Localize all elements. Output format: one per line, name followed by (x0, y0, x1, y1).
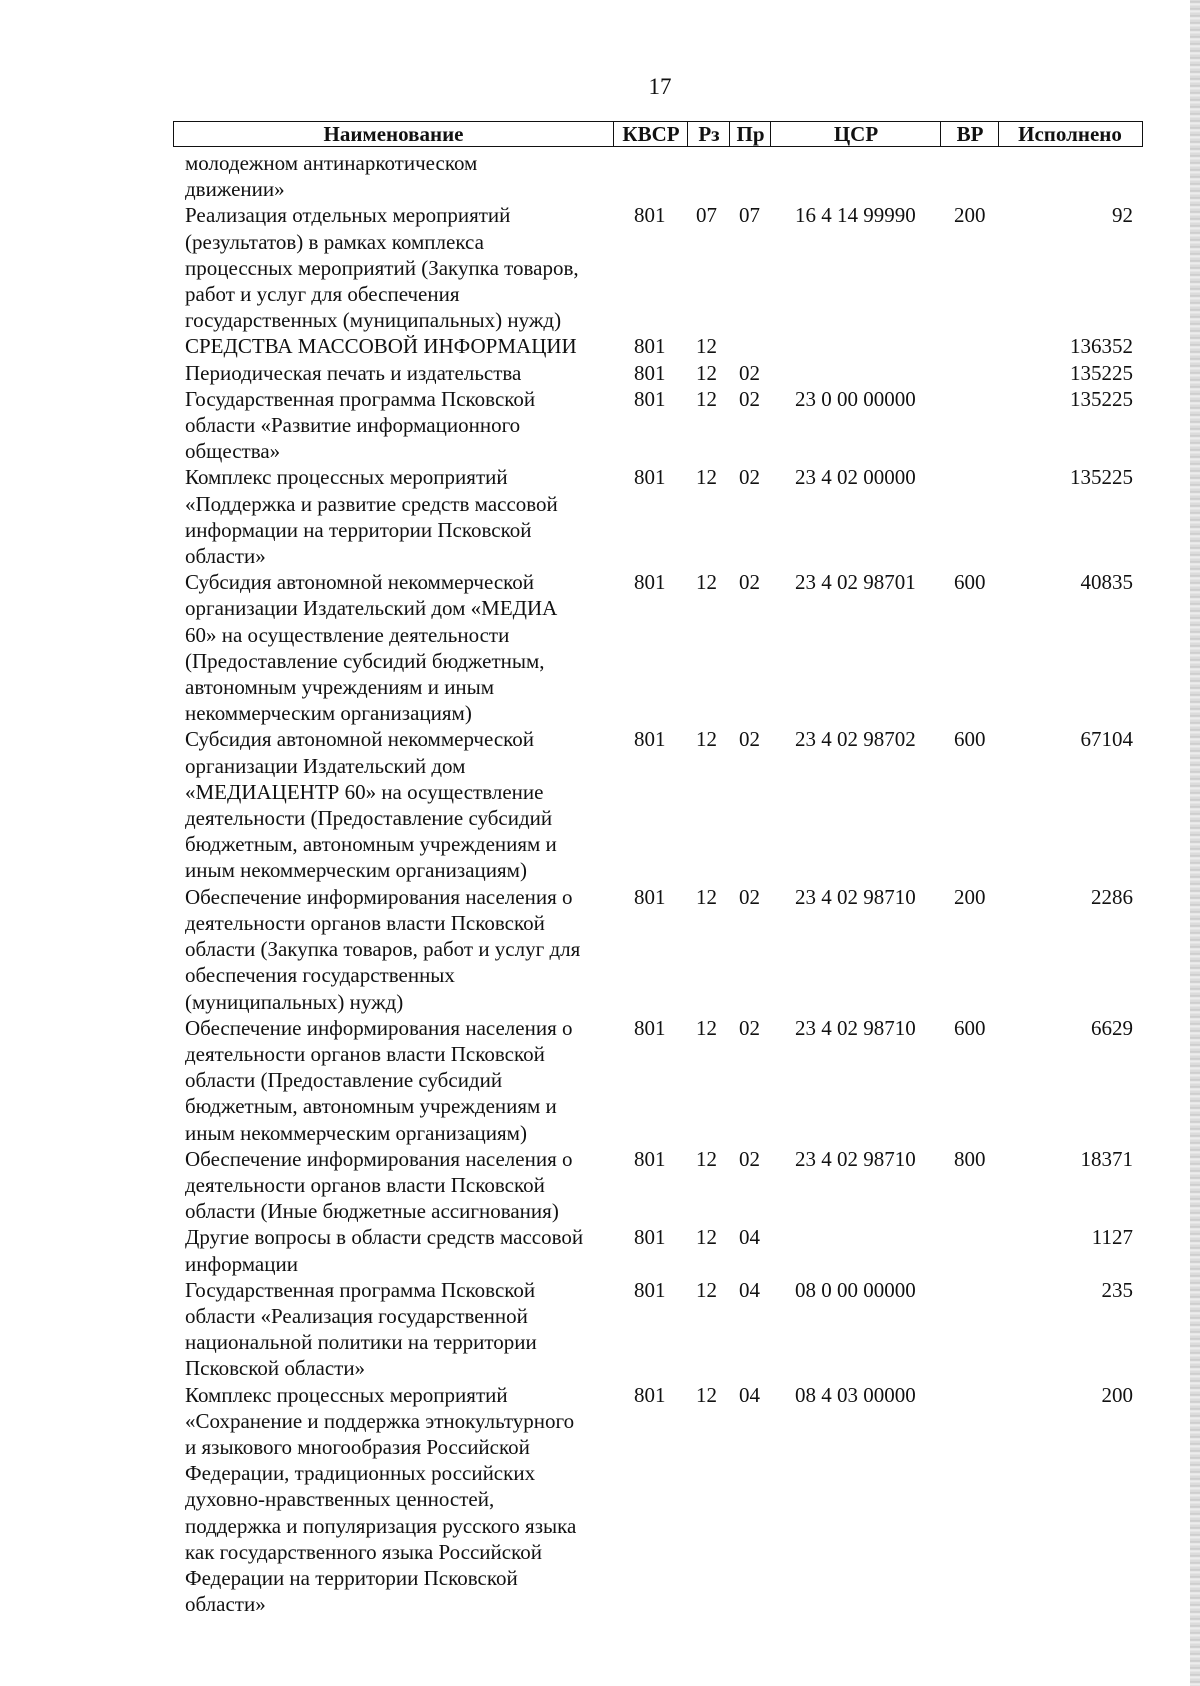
row-kvsr: 801 (634, 727, 666, 752)
row-isp: 67104 (1080, 727, 1133, 752)
table-body (0, 150, 1200, 1617)
row-kvsr: 801 (634, 884, 666, 909)
header-name: Наименование (323, 122, 464, 146)
table-row (0, 386, 1200, 465)
row-csr: 16 4 14 99990 (795, 203, 916, 228)
row-isp: 136352 (1070, 334, 1133, 359)
row-vr: 600 (954, 570, 986, 595)
row-name: Периодическая печать и издательства (185, 360, 522, 385)
row-csr: 23 4 02 00000 (795, 465, 916, 490)
row-isp: 18371 (1080, 1146, 1133, 1171)
header-csr: ЦСР (833, 122, 879, 146)
row-kvsr: 801 (634, 1277, 666, 1302)
header-rz: Рз (698, 122, 720, 146)
row-rz: 12 (696, 1277, 717, 1302)
header-divider (613, 122, 614, 146)
row-csr: 23 0 00 00000 (795, 386, 916, 411)
table-row (0, 360, 1200, 386)
table-row (0, 726, 1200, 883)
row-csr: 23 4 02 98702 (795, 727, 916, 752)
header-divider (940, 122, 941, 146)
header-kvsr: КВСР (622, 122, 680, 146)
table-row (0, 569, 1200, 726)
row-vr: 600 (954, 1015, 986, 1040)
row-kvsr: 801 (634, 334, 666, 359)
row-csr: 23 4 02 98710 (795, 884, 916, 909)
row-rz: 12 (696, 465, 717, 490)
row-isp: 135225 (1070, 465, 1133, 490)
row-kvsr: 801 (634, 386, 666, 411)
row-kvsr: 801 (634, 1382, 666, 1407)
row-pr: 02 (739, 727, 760, 752)
row-csr: 23 4 02 98710 (795, 1015, 916, 1040)
header-divider (998, 122, 999, 146)
row-pr: 02 (739, 1015, 760, 1040)
row-vr: 200 (954, 203, 986, 228)
table-row (0, 1015, 1200, 1146)
row-isp: 1127 (1091, 1225, 1133, 1250)
row-rz: 12 (696, 1146, 717, 1171)
row-rz: 12 (696, 360, 717, 385)
row-kvsr: 801 (634, 570, 666, 595)
row-kvsr: 801 (634, 1015, 666, 1040)
row-pr: 04 (739, 1277, 760, 1302)
table-row (0, 884, 1200, 1015)
row-name: молодежном антинаркотическом движении» (185, 151, 478, 202)
row-name: Другие вопросы в области средств массовой информации (185, 1225, 584, 1276)
row-rz: 12 (696, 570, 717, 595)
row-rz: 12 (696, 334, 717, 359)
table-row (0, 464, 1200, 569)
row-name: Субсидия автономной некоммерческой организации Издательский дом «МЕДИА 60» на осуществление деятельности (Предоставление субсидий бюджетным, автономным учреждениям и иным некоммерческим организациям) (185, 570, 558, 726)
row-isp: 6629 (1091, 1015, 1133, 1040)
row-rz: 12 (696, 1225, 717, 1250)
row-pr: 02 (739, 884, 760, 909)
table-row (0, 150, 1200, 202)
row-pr: 02 (739, 360, 760, 385)
table-row (0, 1382, 1200, 1618)
row-name: Комплекс процессных мероприятий «Поддержка и развитие средств массовой информации на территории Псковской области» (185, 465, 558, 569)
row-kvsr: 801 (634, 360, 666, 385)
row-name: Обеспечение информирования населения о деятельности органов власти Псковской области (Закупка товаров, работ и услуг для обеспечения государственных (муниципальных) нужд) (185, 884, 581, 1014)
row-kvsr: 801 (634, 1225, 666, 1250)
row-rz: 12 (696, 386, 717, 411)
row-csr: 08 4 03 00000 (795, 1382, 916, 1407)
row-rz: 12 (696, 727, 717, 752)
row-name: Обеспечение информирования населения о деятельности органов власти Псковской области (Иные бюджетные ассигнования) (185, 1146, 573, 1224)
row-pr: 04 (739, 1382, 760, 1407)
row-pr: 02 (739, 465, 760, 490)
row-isp: 235 (1101, 1277, 1133, 1302)
table-row (0, 202, 1200, 333)
table-row (0, 1146, 1200, 1225)
row-isp: 135225 (1070, 386, 1133, 411)
row-isp: 200 (1101, 1382, 1133, 1407)
row-name: Субсидия автономной некоммерческой организации Издательский дом «МЕДИАЦЕНТР 60» на осуществление деятельности (Предоставление субсидий бюджетным, автономным учреждениям и иным некоммерческим организациям) (185, 727, 557, 883)
row-vr: 200 (954, 884, 986, 909)
page-number: 17 (648, 74, 672, 99)
row-pr: 02 (739, 1146, 760, 1171)
row-csr: 23 4 02 98710 (795, 1146, 916, 1171)
row-csr: 08 0 00 00000 (795, 1277, 916, 1302)
row-rz: 12 (696, 1382, 717, 1407)
row-isp: 40835 (1080, 570, 1133, 595)
table-row (0, 1224, 1200, 1276)
row-rz: 12 (696, 1015, 717, 1040)
row-kvsr: 801 (634, 465, 666, 490)
header-divider (687, 122, 688, 146)
row-name: Государственная программа Псковской области «Развитие информационного общества» (185, 386, 536, 464)
row-rz: 07 (696, 203, 717, 228)
header-divider (770, 122, 771, 146)
header-divider (729, 122, 730, 146)
row-name: Комплекс процессных мероприятий «Сохранение и поддержка этнокультурного и языкового многообразия Российской Федерации, традиционных российских духовно-нравственных ценностей, поддержка и популяризация русского языка как государственного языка Российской Федерации на территории Псковской области» (185, 1382, 577, 1617)
table-row (0, 333, 1200, 359)
row-csr: 23 4 02 98701 (795, 570, 916, 595)
row-name: Обеспечение информирования населения о деятельности органов власти Псковской области (Предоставление субсидий бюджетным, автономным учреждениям и иным некоммерческим организациям) (185, 1015, 573, 1145)
table-row (0, 1277, 1200, 1382)
row-isp: 2286 (1091, 884, 1133, 909)
row-pr: 02 (739, 386, 760, 411)
row-vr: 600 (954, 727, 986, 752)
row-kvsr: 801 (634, 203, 666, 228)
header-pr: Пр (736, 122, 765, 146)
row-kvsr: 801 (634, 1146, 666, 1171)
row-name: Государственная программа Псковской области «Реализация государственной национальной политики на территории Псковской области» (185, 1277, 537, 1381)
row-rz: 12 (696, 884, 717, 909)
header-isp: Исполнено (1018, 122, 1122, 146)
row-vr: 800 (954, 1146, 986, 1171)
row-name: Реализация отдельных мероприятий (результатов) в рамках комплекса процессных мероприятий (Закупка товаров, работ и услуг для обеспечения государственных (муниципальных) нужд) (185, 203, 579, 333)
header-vr: ВР (956, 122, 984, 146)
scan-edge (1190, 0, 1200, 1686)
row-pr: 04 (739, 1225, 760, 1250)
row-name: СРЕДСТВА МАССОВОЙ ИНФОРМАЦИИ (185, 334, 577, 359)
table-header (173, 121, 1143, 147)
row-pr: 02 (739, 570, 760, 595)
row-isp: 135225 (1070, 360, 1133, 385)
row-isp: 92 (1112, 203, 1133, 228)
row-pr: 07 (739, 203, 760, 228)
